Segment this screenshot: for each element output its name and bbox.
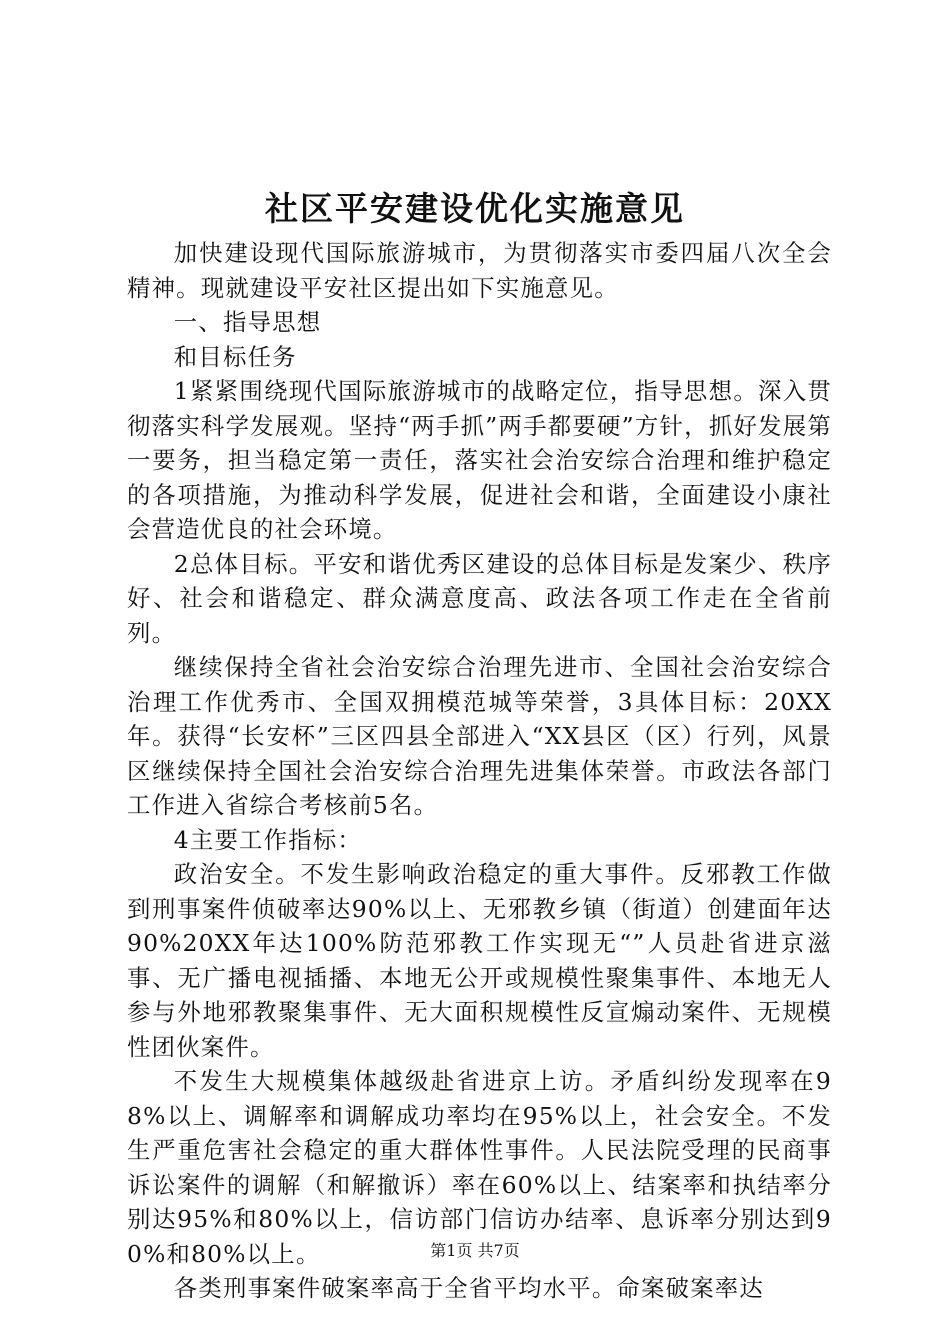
paragraph-specific-goal: 继续保持全省社会治安综合治理先进市、全国社会治安综合治理工作优秀市、全国双拥模范城等荣誉，3具体目标：20XX年。获得“长安杯”三区四县全部进入“XX县区（区）行列，风景区继续保持全国社会治安综合治理先进集体荣誉。市政法各部门工作进入省综合考核前5名。 [127, 653, 832, 819]
paragraph-guiding-thought: 1紧紧围绕现代国际旅游城市的战略定位，指导思想。深入贯彻落实科学发展观。坚持“两手抓”两手都要硬”方针，抓好发展第一要务，担当稳定第一责任，落实社会治安综合治理和维护稳定的各项措施，为推动科学发展，促进社会和谐，全面建设小康社会营造优良的社会环境。 [127, 377, 832, 543]
paragraph-section-heading: 一、指导思想 [173, 308, 322, 336]
page-number-footer: 第1页 共7页 [430, 1241, 520, 1260]
paragraph-main-indicators: 4主要工作指标： [173, 825, 363, 854]
document-title: 社区平安建设优化实施意见 [265, 189, 685, 228]
document-body [127, 236, 832, 1306]
paragraph-criminal-cases: 各类刑事案件破案率高于全省平均水平。命案破案率达 [173, 1274, 764, 1302]
paragraph-intro: 加快建设现代国际旅游城市，为贯彻落实市委四届八次全会精神。现就建设平安社区提出如下实施意见。 [127, 239, 832, 302]
paragraph-social-security: 不发生大规模集体越级赴省进京上访。矛盾纠纷发现率在98%以上、调解率和调解成功率均在95%以上，社会安全。不发生严重危害社会稳定的重大群体性事件。人民法院受理的民商事诉讼案件的调解（和解撤诉）率在60%以上、结案率和执结率分别达95%和80%以上，信访部门信访办结率、息诉率分别达到90%和80%以上。 [127, 1067, 832, 1268]
paragraph-subheading: 和目标任务 [173, 342, 297, 371]
paragraph-overall-goal: 2总体目标。平安和谐优秀区建设的总体目标是发案少、秩序好、社会和谐稳定、群众满意度高、政法各项工作走在全省前列。 [127, 549, 832, 647]
paragraph-political-security: 政治安全。不发生影响政治稳定的重大事件。反邪教工作做到刑事案件侦破率达90%以上、无邪教乡镇（街道）创建面年达90%20XX年达100%防范邪教工作实现无“”人员赴省进京滋事、无广播电视插播、本地无公开或规模性聚集事件、本地无人参与外地邪教聚集事件、无大面积规模性反宣煽动案件、无规模性团伙案件。 [127, 860, 832, 1061]
